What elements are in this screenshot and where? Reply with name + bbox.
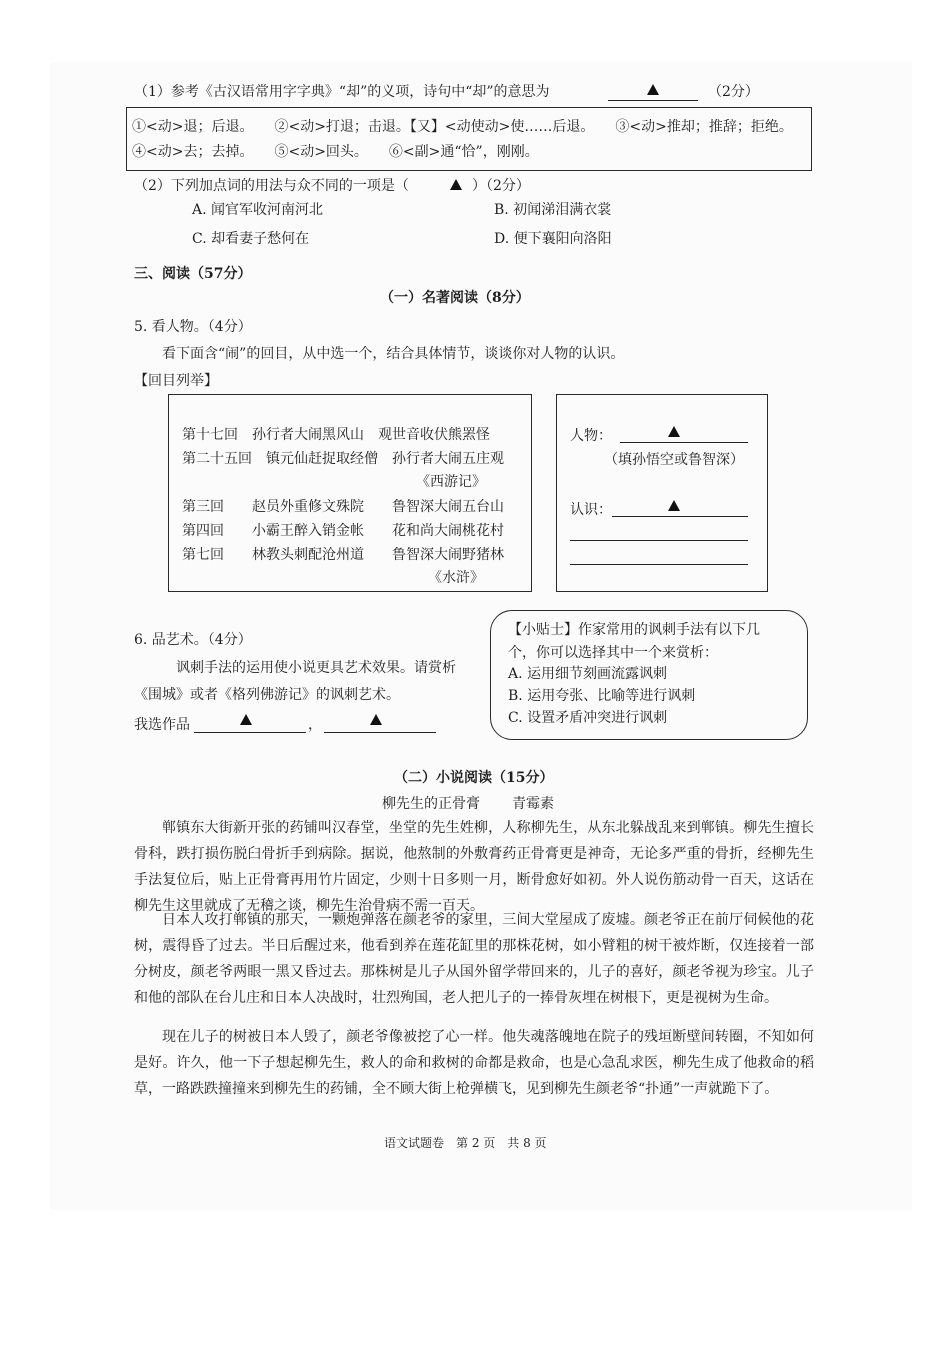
- answer-triangle-icon: [370, 714, 382, 725]
- shuihu-book-title: 《水浒》: [428, 570, 484, 586]
- view-answer-line-3[interactable]: [570, 564, 748, 565]
- q5-list-label: 【回目列举】: [134, 373, 218, 389]
- q4-2-option-d[interactable]: D. 便下襄阳向洛阳: [494, 231, 612, 247]
- story-paragraph-1: 郸镇东大街新开张的药铺叫汉春堂，坐堂的先生姓柳，人称柳先生，从东北躲战乱来到郸镇。柳先生擅长骨科，跌打损伤脱臼骨折手到病除。据说，他熬制的外敷膏药正骨膏更是神奇，无论多严重的骨折，经柳先生手法复位后，贴上正骨膏再用竹片固定，少则十日多则一月，断骨愈好如初。外人说伤筋动骨一百天，这话在柳先生这里就成了无稽之谈，柳先生治骨病不需一百天。: [134, 820, 814, 914]
- tip-line-1: 【小贴士】作家常用的讽刺手法有以下几: [508, 622, 760, 638]
- view-answer-line-1[interactable]: [612, 516, 748, 517]
- q4-2-option-c[interactable]: C. 却看妻子愁何在: [192, 231, 310, 247]
- q6-method-blank[interactable]: [324, 732, 436, 733]
- person-hint: （填孙悟空或鲁智深）: [604, 452, 744, 468]
- q4-2-score: ）（2分）: [472, 178, 530, 194]
- view-label: 认识：: [570, 502, 612, 518]
- q4-1-score: （2分）: [708, 84, 759, 100]
- story-title: 柳先生的正骨膏: [382, 796, 480, 812]
- answer-triangle-icon: [647, 84, 659, 95]
- page-footer: 语文试题卷 第 2 页 共 8 页: [384, 1136, 547, 1150]
- q4-2-option-b[interactable]: B. 初闻涕泪满衣裳: [494, 202, 612, 218]
- person-answer-blank[interactable]: [620, 442, 748, 443]
- q4-2-prompt: （2）下列加点词的用法与众不同的一项是（: [134, 178, 409, 194]
- answer-triangle-icon: [668, 426, 680, 437]
- shuihu-chapter-4: 第四回 小霸王醉入销金帐 花和尚大闹桃花村: [182, 523, 504, 539]
- q6-work-blank[interactable]: [194, 732, 306, 733]
- answer-triangle-icon: [450, 179, 462, 190]
- part-1-title: （一）名著阅读（8分）: [380, 290, 530, 306]
- story-paragraph-2: 日本人攻打郸镇的那天，一颗炮弹落在颜老爷的家里，三间大堂屋成了废墟。颜老爷正在前厅伺候他的花树，震得昏了过去。半日后醒过来，他看到养在莲花缸里的那株花树，如小臂粗的树干被炸断，仅连接着一部分树皮，颜老爷两眼一黑又昏过去。那株树是儿子从国外留学带回来的，儿子的喜好，颜老爷视为珍宝。儿子和他的部队在台儿庄和日本人决战时，壮烈殉国，老人把儿子的一捧骨灰埋在树根下，更是视树为生命。: [134, 912, 814, 1006]
- view-answer-line-2[interactable]: [570, 540, 748, 541]
- xiyou-chapter-25: 第二十五回 镇元仙赶捉取经僧 孙行者大闹五庄观: [182, 451, 504, 467]
- story-paragraph-3: 现在儿子的树被日本人毁了，颜老爷像被挖了心一样。他失魂落魄地在院子的残垣断壁间转圈，不知如何是好。许久，他一下子想起柳先生，救人的命和救树的命都是救命，也是心急乱求医，柳先生成了他救命的稻草，一路跌跌撞撞来到柳先生的药铺，全不顾大街上枪弹横飞，见到柳先生颜老爷“扑通”一声就跪下了。: [134, 1029, 814, 1097]
- dictionary-line-2: ④<动>去；去掉。 ⑤<动>回头。 ⑥<副>通“恰”，刚刚。: [132, 144, 539, 160]
- answer-triangle-icon: [240, 714, 252, 725]
- tip-option-c: C. 设置矛盾冲突进行讽刺: [508, 710, 668, 726]
- q6-comma: ，: [308, 717, 322, 733]
- q6-title: 6. 品艺术。（4分）: [134, 632, 252, 648]
- part-2-title: （二）小说阅读（15分）: [394, 770, 554, 786]
- q4-1-answer-blank[interactable]: [608, 100, 698, 101]
- q6-line-2: 《围城》或者《格列佛游记》的讽刺艺术。: [134, 687, 400, 703]
- answer-triangle-icon: [668, 500, 680, 511]
- q4-2-option-a[interactable]: A. 闻官军收河南河北: [192, 202, 324, 218]
- q6-choose-label: 我选作品: [134, 717, 190, 733]
- xiyou-chapter-17: 第十七回 孙行者大闹黑风山 观世音收伏熊罴怪: [182, 427, 490, 443]
- section-3-title: 三、阅读（57分）: [134, 266, 252, 282]
- q4-1-prompt: （1）参考《古汉语常用字字典》“却”的义项，诗句中“却”的意思为: [134, 84, 550, 100]
- xiyou-book-title: 《西游记》: [416, 474, 486, 490]
- shuihu-chapter-3: 第三回 赵员外重修文殊院 鲁智深大闹五台山: [182, 499, 504, 515]
- tip-option-a: A. 运用细节刻画流露讽刺: [508, 666, 668, 682]
- shuihu-chapter-7: 第七回 林教头刺配沧州道 鲁智深大闹野猪林: [182, 547, 504, 563]
- tip-line-2: 个，你可以选择其中一个来赏析：: [508, 645, 718, 661]
- tip-option-b: B. 运用夸张、比喻等进行讽刺: [508, 688, 696, 704]
- q5-instruction: 看下面含“闹”的回目，从中选一个，结合具体情节，谈谈你对人物的认识。: [162, 346, 625, 362]
- person-label: 人物：: [570, 428, 612, 444]
- q5-title: 5. 看人物。（4分）: [134, 319, 252, 335]
- answer-box: [556, 394, 768, 592]
- dictionary-line-1: ①<动>退；后退。 ②<动>打退；击退。【又】<动使动>使……后退。 ③<动>推却；推辞；拒绝。: [132, 119, 793, 135]
- q6-line-1: 讽刺手法的运用使小说更具艺术效果。请赏析: [176, 660, 456, 676]
- story-author: 青霉素: [512, 796, 554, 812]
